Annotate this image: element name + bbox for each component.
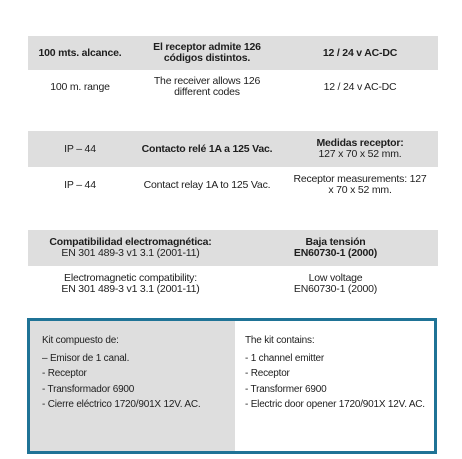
codes-es-line1: El receptor admite 126	[153, 41, 261, 53]
relay-es: Contacto relé 1A a 125 Vac.	[141, 142, 273, 155]
kit-item-en: - Transformer 6900	[245, 383, 327, 395]
kit-item-en: - Electric door opener 1720/901X 12V. AC.	[245, 398, 425, 410]
spec-row-en	[28, 167, 438, 203]
range-es: 100 mts. alcance.	[38, 46, 122, 59]
dims-en-line1: Receptor measurements: 127	[293, 173, 427, 185]
dims-es	[282, 138, 438, 160]
codes-es	[132, 42, 282, 64]
kit-contents-es	[30, 321, 235, 451]
emc-es-line1: Compatibilidad electromagnética:	[49, 236, 212, 248]
dims-es-line2: 127 x 70 x 52 mm.	[318, 148, 402, 160]
relay-en: Contact relay 1A to 125 Vac.	[143, 178, 271, 191]
spec-row-es	[28, 131, 438, 167]
emc-es	[28, 237, 233, 259]
kit-item-es: - Transformador 6900	[42, 383, 135, 395]
codes-en-line2: different codes	[174, 86, 240, 98]
voltage-es: 12 / 24 v AC-DC	[322, 46, 398, 59]
emc-es-line2: EN 301 489-3 v1 3.1 (2001-11)	[61, 247, 200, 259]
spec-row-en	[28, 70, 438, 104]
lv-en-line1: Low voltage	[308, 272, 363, 284]
lv-en-line2: EN60730-1 (2000)	[293, 283, 378, 295]
emc-en	[28, 273, 233, 295]
lv-es-line1: Baja tensión	[305, 236, 366, 248]
kit-item-es: – Emisor de 1 canal.	[42, 353, 130, 365]
dims-es-line1: Medidas receptor:	[316, 137, 404, 149]
kit-item-es: - Cierre eléctrico 1720/901X 12V. AC.	[42, 398, 201, 410]
lv-es	[233, 237, 438, 259]
spec-table-range	[28, 36, 438, 104]
dims-en	[282, 174, 438, 196]
emc-en-line2: EN 301 489-3 v1 3.1 (2001-11)	[61, 283, 200, 295]
ip-en: IP – 44	[64, 178, 96, 191]
spec-table-ip	[28, 131, 438, 203]
spec-row-es	[28, 230, 438, 266]
kit-item-en: - 1 channel emitter	[245, 353, 325, 365]
kit-contents-box	[27, 318, 437, 454]
emc-en-line1: Electromagnetic compatibility:	[64, 272, 197, 284]
spec-row-es	[28, 36, 438, 70]
lv-en	[233, 273, 438, 295]
spec-row-en	[28, 266, 438, 302]
codes-en-line1: The receiver allows 126	[153, 75, 261, 87]
ip-es: IP – 44	[64, 142, 96, 155]
lv-es-line2: EN60730-1 (2000)	[293, 247, 378, 259]
kit-contents-en	[235, 321, 434, 451]
codes-en	[132, 76, 282, 98]
kit-item-en: - Receptor	[245, 368, 290, 380]
voltage-en: 12 / 24 v AC-DC	[323, 80, 397, 93]
kit-title-es: Kit compuesto de:	[42, 335, 119, 346]
codes-es-line2: códigos distintos.	[163, 52, 251, 64]
dims-en-line2: x 70 x 52 mm.	[328, 184, 392, 196]
range-en: 100 m. range	[50, 80, 110, 93]
kit-title-en: The kit contains:	[245, 335, 315, 346]
spec-table-standards	[28, 230, 438, 302]
kit-item-es: - Receptor	[42, 368, 87, 380]
